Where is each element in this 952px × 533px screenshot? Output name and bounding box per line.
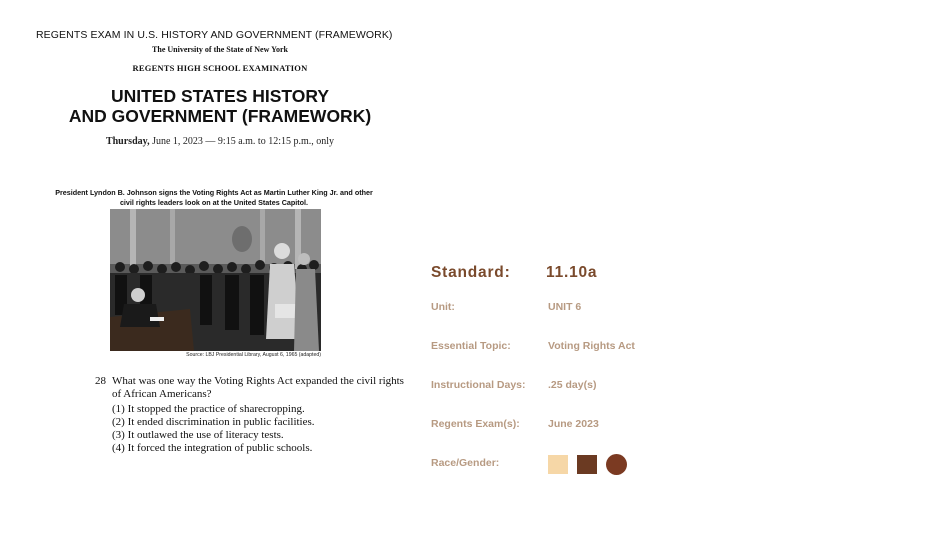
photo-caption: President Lyndon B. Johnson signs the Voting Rights Act as Martin Luther King Jr. and other civil rights leaders look on at the United States Capitol. [55,188,373,207]
unit-value: UNIT 6 [548,301,582,313]
exam-date-rest: June 1, 2023 — 9:15 a.m. to 12:15 p.m., only [152,136,335,147]
photo-source: Source: LBJ Presidential Library, August 6, 1965 (adapted) [186,352,321,358]
answer-choice: (3) It outlawed the use of literacy tests. [112,429,284,441]
standard-info-panel [431,0,931,533]
essential-topic-value: Voting Rights Act [548,340,635,352]
exam-type: REGENTS HIGH SCHOOL EXAMINATION [132,63,308,73]
regents-exams-label: Regents Exam(s): [431,418,520,430]
essential-topic-label: Essential Topic: [431,340,511,352]
photo-illustration [110,209,321,351]
exam-page [0,0,440,533]
exam-date-day: Thursday, [105,136,150,147]
regents-exams-value: June 2023 [548,418,599,430]
instructional-days-label: Instructional Days: [431,379,526,391]
instructional-days-value: .25 day(s) [548,379,597,391]
standard-value: 11.10a [546,264,598,281]
exam-title [0,86,440,126]
race-swatch-light [548,455,568,474]
exam-date [0,136,440,147]
answer-choices [112,403,315,455]
answer-choice: (1) It stopped the practice of sharecropping. [112,403,305,415]
answer-choice: (2) It ended discrimination in public facilities. [112,416,315,428]
university-name: The University of the State of New York [152,45,288,54]
race-swatch-dark [577,455,597,474]
exam-title-line1: UNITED STATES HISTORY [110,86,330,106]
gender-swatch-circle [606,454,627,475]
unit-label: Unit: [431,301,455,313]
answer-choice: (4) It forced the integration of public schools. [112,442,313,454]
exam-header: REGENTS EXAM IN U.S. HISTORY AND GOVERNMENT (FRAMEWORK) [36,29,393,41]
exam-title-line2: AND GOVERNMENT (FRAMEWORK) [68,106,372,126]
question-number: 28 [95,375,106,387]
race-gender-label: Race/Gender: [431,457,500,469]
historical-photo [110,209,321,351]
question-stem: What was one way the Voting Rights Act expanded the civil rights of African Americans? [112,375,404,400]
standard-label: Standard: [431,264,511,281]
